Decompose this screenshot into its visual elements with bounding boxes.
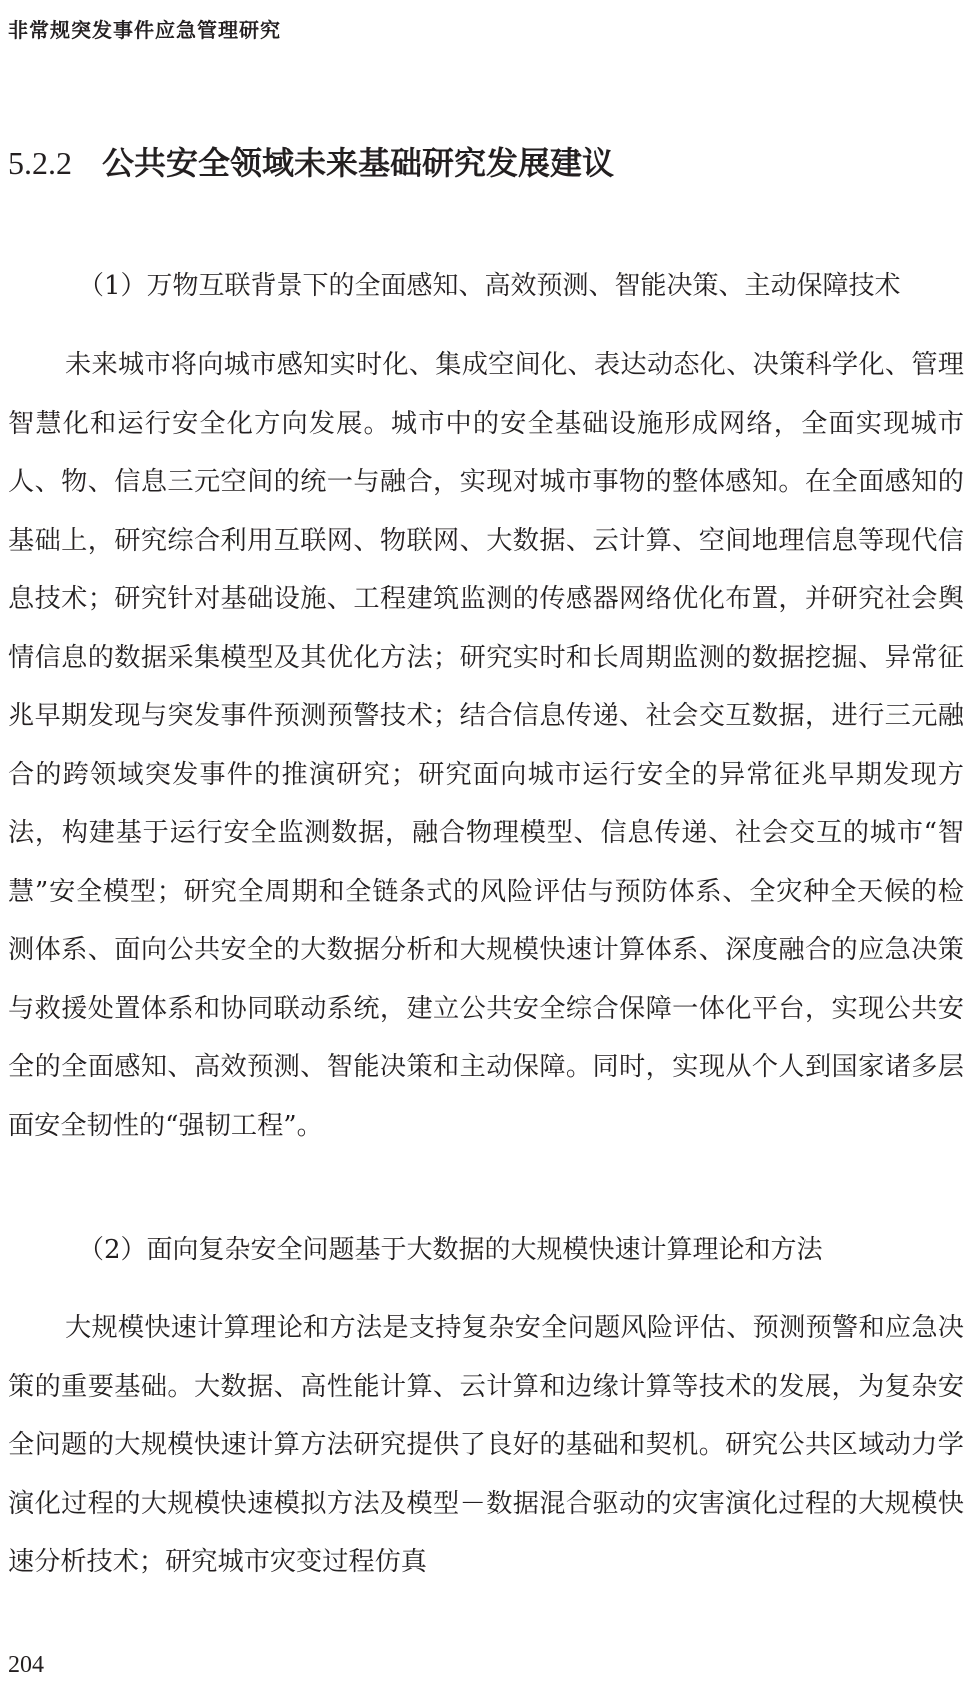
section-title: 公共安全领域未来基础研究发展建议 bbox=[102, 144, 615, 182]
body-paragraph-2: 大规模快速计算理论和方法是支持复杂安全问题风险评估、预测预警和应急决策的重要基础。大数据、高性能计算、云计算和边缘计算等技术的发展，为复杂安全问题的大规模快速计算方法研究提供了良好的基础和契机。研究公共区域动力学演化过程的大规模快速模拟方法及模型－数据混合驱动的灾害演化过程的大规模快速分析技术；研究城市灾变过程仿真 bbox=[8, 1313, 964, 1577]
section-heading bbox=[8, 138, 614, 184]
running-header: 非常规突发事件应急管理研究 bbox=[8, 18, 281, 42]
body-paragraph-1: 未来城市将向城市感知实时化、集成空间化、表达动态化、决策科学化、管理智慧化和运行安全化方向发展。城市中的安全基础设施形成网络，全面实现城市人、物、信息三元空间的统一与融合，实现对城市事物的整体感知。在全面感知的基础上，研究综合利用互联网、物联网、大数据、云计算、空间地理信息等现代信息技术；研究针对基础设施、工程建筑监测的传感器网络优化布置，并研究社会舆情信息的数据采集模型及其优化方法；研究实时和长周期监测的数据挖掘、异常征兆早期发现与突发事件预测预警技术；结合信息传递、社会交互数据，进行三元融合的跨领域突发事件的推演研究；研究面向城市运行安全的异常征兆早期发现方法，构建基于运行安全监测数据，融合物理模型、信息传递、社会交互的城市“智慧”安全模型；研究全周期和全链条式的风险评估与预防体系、全灾种全天候的检测体系、面向公共安全的大数据分析和大规模快速计算体系、深度融合的应急决策与救援处置体系和协同联动系统，建立公共安全综合保障一体化平台，实现公共安全的全面感知、高效预测、智能决策和主动保障。同时，实现从个人到国家诸多层面安全韧性的“强韧工程”。 bbox=[8, 350, 964, 1141]
subheading-2: （2）面向复杂安全问题基于大数据的大规模快速计算理论和方法 bbox=[78, 1235, 823, 1265]
subheading-1: （1）万物互联背景下的全面感知、高效预测、智能决策、主动保障技术 bbox=[78, 271, 901, 301]
section-number: 5.2.2 bbox=[8, 145, 72, 181]
page-number: 204 bbox=[8, 1652, 44, 1678]
